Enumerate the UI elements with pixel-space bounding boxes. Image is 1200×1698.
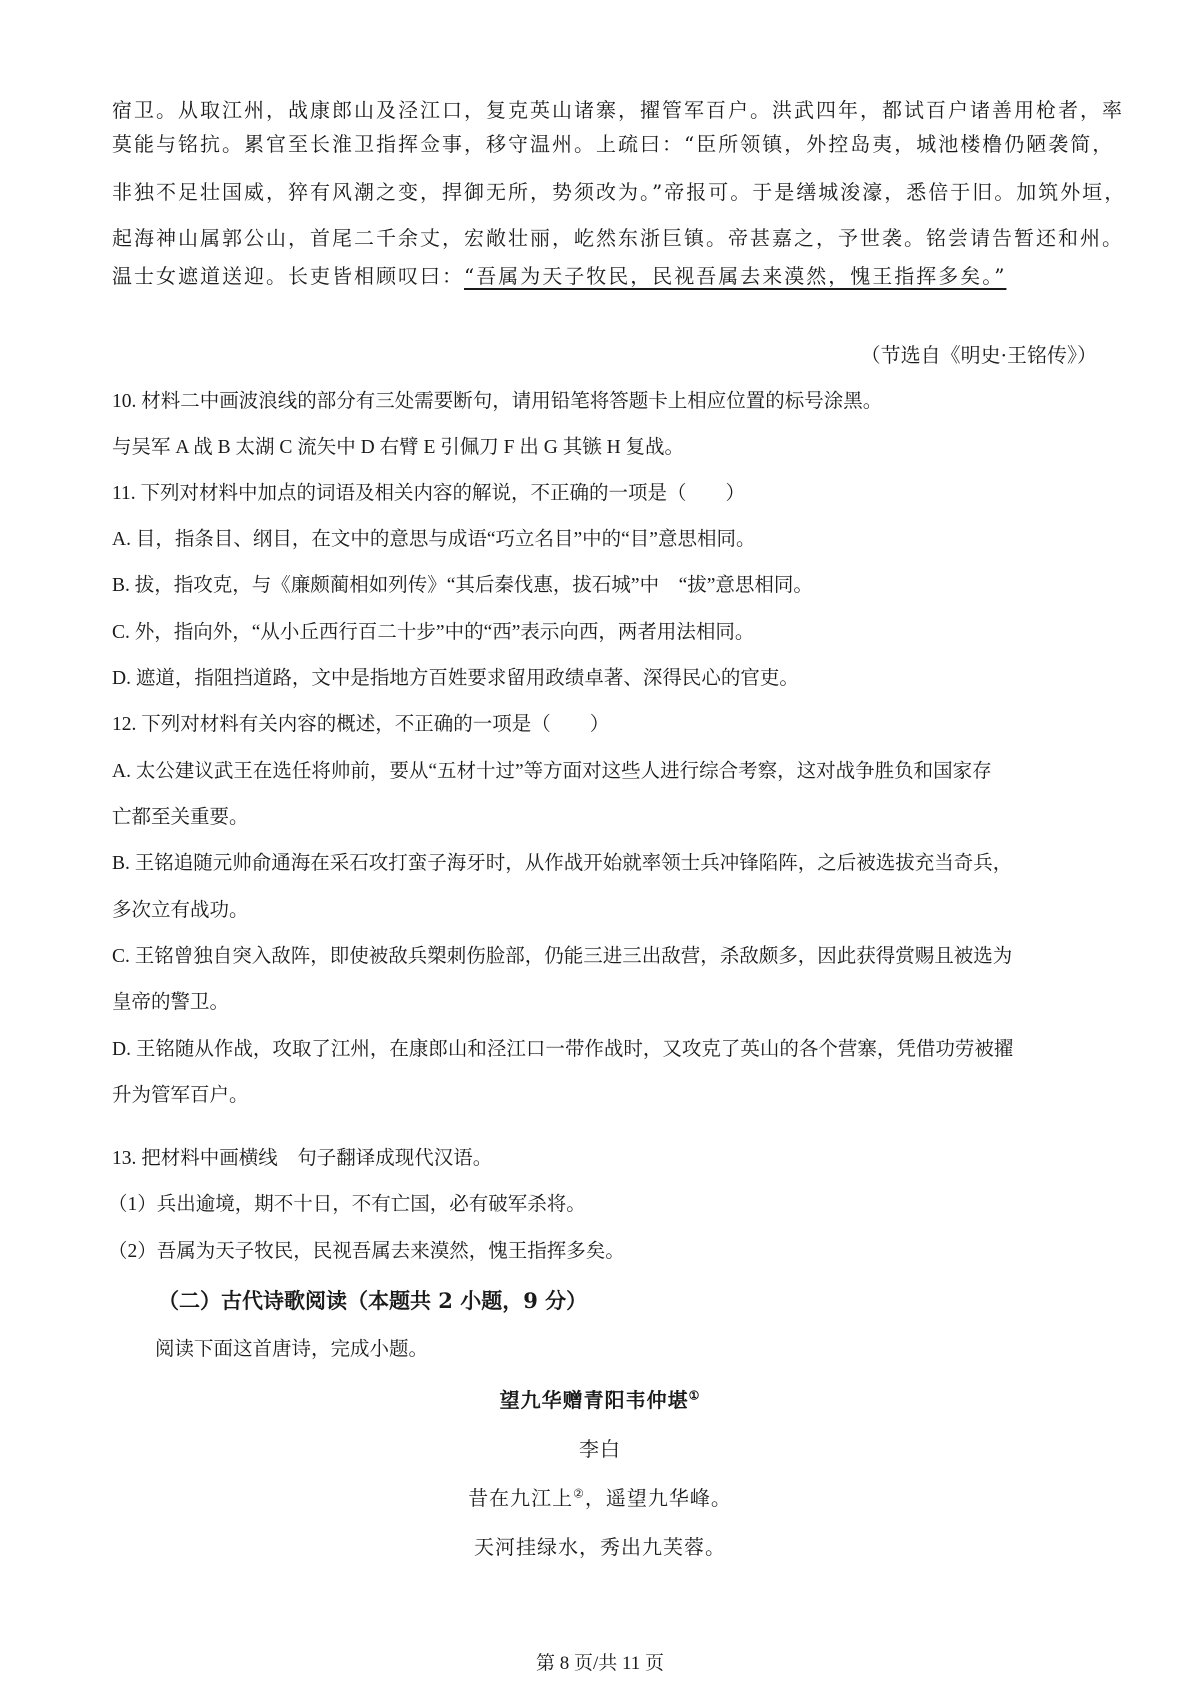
- question-12-option-c-line2: 皇帝的警卫。: [112, 992, 230, 1013]
- poem-title-text: 望九华赠青阳韦仲堪: [499, 1388, 689, 1412]
- question-12-option-a-line1: A. 太公建议武王在选任将帅前，要从“五材十过”等方面对这些人进行综合考察，这对战争胜负和国家存: [112, 761, 992, 782]
- page-footer: 第 8 页/共 11 页: [535, 1653, 665, 1674]
- question-13-item-1: （1）兵出逾境，期不十日，不有亡国，必有破军杀将。: [108, 1194, 586, 1215]
- question-11-option-d: D. 遮道，指阻挡道路，文中是指地方百姓要求留用政绩卓著、深得民心的官吏。: [112, 668, 799, 689]
- passage-line-1: 宿卫。从取江州，战康郎山及泾江口，复克英山诸寨，擢管军百户。洪武四年，都试百户诸善用枪者，率: [112, 98, 1124, 122]
- question-12-option-b-line2: 多次立有战功。: [112, 900, 249, 921]
- poem-author: 李白: [579, 1437, 621, 1461]
- poem-line-1-rest: ，遥望九华峰。: [584, 1486, 732, 1510]
- poem-title: [0, 1385, 1200, 1415]
- poem-line-1-start: 昔在九江上: [468, 1486, 574, 1510]
- poem-title-note: ①: [688, 1388, 701, 1403]
- question-12-option-d-line1: D. 王铭随从作战，攻取了江州，在康郎山和泾江口一带作战时，又攻克了英山的各个营寨，凭借功劳被擢: [112, 1039, 1014, 1060]
- poem-line-1: [0, 1483, 1200, 1513]
- passage-source: （节选自《明史·王铭传》）: [860, 343, 1097, 367]
- section-title: （二）古代诗歌阅读（本题共 2 小题，9 分）: [158, 1288, 588, 1313]
- question-11: 11. 下列对材料中加点的词语及相关内容的解说，不正确的一项是（ ）: [112, 483, 746, 504]
- passage-line-4: 起海神山属郭公山，首尾二千余丈，宏敞壮丽，屹然东浙巨镇。帝甚嘉之，予世袭。铭尝请告暂还和州。: [112, 226, 1124, 250]
- question-12-option-b-line1: B. 王铭追随元帅俞通海在采石攻打蛮子海牙时，从作战开始就率领士兵冲锋陷阵，之后被选拔充当奇兵，: [112, 853, 1013, 874]
- question-12-option-a-line2: 亡都至关重要。: [112, 807, 249, 828]
- passage-line-2: 莫能与铭抗。累官至长淮卫指挥佥事，移守温州。上疏曰：“臣所领镇，外控岛夷，城池楼橹仍陋袭简，: [112, 132, 1115, 156]
- question-10: 10. 材料二中画波浪线的部分有三处需要断句，请用铅笔将答题卡上相应位置的标号涂黑。: [112, 391, 883, 412]
- question-13-item-2: （2）吾属为天子牧民，民视吾属去来漠然，愧王指挥多矣。: [108, 1241, 625, 1262]
- passage-line-3: 非独不足壮国威，猝有风潮之变，捍御无所，势须改为。”帝报可。于是缮城浚濠，悉倍于旧。加筑外垣，: [112, 180, 1127, 204]
- question-11-option-a: A. 目，指条目、纲目，在文中的意思与成语“巧立名目”中的“目”意思相同。: [112, 529, 756, 550]
- section-intro: 阅读下面这首唐诗，完成小题。: [155, 1339, 429, 1360]
- question-11-option-c: C. 外，指向外，“从小丘西行百二十步”中的“西”表示向西，两者用法相同。: [112, 622, 755, 643]
- question-11-option-b: B. 拔，指攻克，与《廉颇蔺相如列传》“其后秦伐惠，拔石城”中 “拔”意思相同。: [112, 575, 813, 596]
- question-12-option-d-line2: 升为管军百户。: [112, 1085, 249, 1106]
- question-10-text: 与吴军 A 战 B 太湖 C 流矢中 D 右臂 E 引佩刀 F 出 G 其镞 H 复战。: [112, 437, 685, 458]
- poem-line-1-note: ②: [573, 1486, 585, 1501]
- question-12: 12. 下列对材料有关内容的概述，不正确的一项是（ ）: [112, 714, 610, 735]
- passage-line-5-prefix: 温士女遮道送迎。长吏皆相顾叹曰：: [112, 264, 464, 288]
- passage-line-5: [112, 261, 1097, 291]
- question-12-option-c-line1: C. 王铭曾独自突入敌阵，即使被敌兵槊刺伤脸部，仍能三进三出敌营，杀敌颇多，因此获得赏赐且被选为: [112, 946, 1013, 967]
- question-13: 13. 把材料中画横线 句子翻译成现代汉语。: [112, 1148, 493, 1169]
- underlined-sentence: “吾属为天子牧民，民视吾属去来漠然，愧王指挥多矣。”: [464, 264, 1007, 288]
- poem-line-2: 天河挂绿水，秀出九芙蓉。: [474, 1535, 726, 1559]
